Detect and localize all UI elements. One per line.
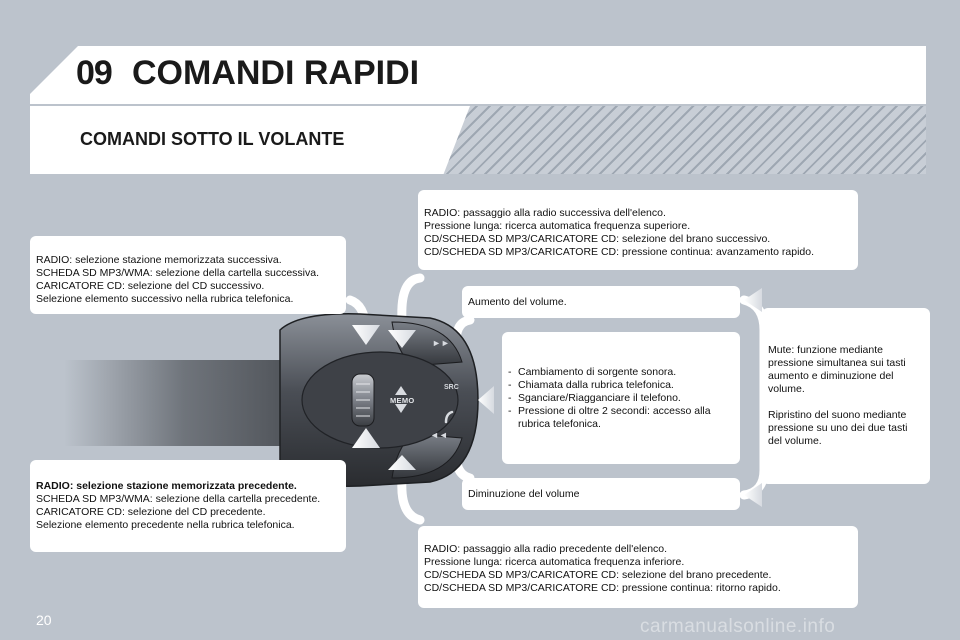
mute-box xyxy=(762,308,930,484)
volume-up-box xyxy=(462,286,740,318)
footer-watermark: carmanualsonline.info xyxy=(640,616,836,637)
text-heading: RADIO: selezione stazione memorizzata precedente. xyxy=(36,480,297,492)
list-item: - Chiamata dalla rubrica telefonica. xyxy=(506,379,734,392)
next-track-icon: ►► xyxy=(432,338,450,348)
next-preset-box xyxy=(30,236,346,314)
list-item: - Cambiamento di sorgente sonora. xyxy=(506,366,734,379)
text-line: Aumento del volume. xyxy=(468,296,567,308)
memo-label: MEMO xyxy=(390,396,415,405)
next-station-box xyxy=(418,190,858,270)
prev-preset-box xyxy=(30,460,346,552)
text-line: Selezione elemento successivo nella rubrica telefonica. xyxy=(36,293,294,305)
src-label: SRC xyxy=(444,384,459,391)
text-line: CD/SCHEDA SD MP3/CARICATORE CD: pressione continua: avanzamento rapido. xyxy=(424,246,815,258)
page-number: 20 xyxy=(36,612,52,628)
text-line: Pressione lunga: ricerca automatica frequenza superiore. xyxy=(424,220,691,232)
text-line: Diminuzione del volume xyxy=(468,488,580,500)
source-phone-box xyxy=(502,332,740,464)
prev-station-box xyxy=(418,526,858,608)
section-title: COMANDI SOTTO IL VOLANTE xyxy=(80,129,345,149)
chapter-number: 09 xyxy=(76,54,112,92)
text-line: Selezione elemento precedente nella rubrica telefonica. xyxy=(36,519,295,531)
text-line: RADIO: selezione stazione memorizzata successiva. xyxy=(36,254,282,266)
text-line: CD/SCHEDA SD MP3/CARICATORE CD: pressione continua: ritorno rapido. xyxy=(424,582,781,594)
list-item: - Pressione di oltre 2 secondi: accesso alla rubrica telefonica. xyxy=(506,405,734,431)
text-line: RADIO: passaggio alla radio precedente dell'elenco. xyxy=(424,543,668,555)
volume-down-box xyxy=(462,478,740,510)
text-line: Ripristino del suono mediante pressione su uno dei due tasti del volume. xyxy=(768,409,908,447)
text-line: Pressione lunga: ricerca automatica frequenza inferiore. xyxy=(424,556,685,568)
prev-track-icon: ◄◄ xyxy=(430,430,448,440)
text-line: SCHEDA SD MP3/WMA: selezione della cartella successiva. xyxy=(36,267,320,279)
text-line: CD/SCHEDA SD MP3/CARICATORE CD: selezione del brano successivo. xyxy=(424,233,771,245)
text-line: RADIO: passaggio alla radio successiva dell'elenco. xyxy=(424,207,666,219)
text-line: SCHEDA SD MP3/WMA: selezione della cartella precedente. xyxy=(36,493,321,505)
text-line: CARICATORE CD: selezione del CD precedente. xyxy=(36,506,266,518)
text-line: CD/SCHEDA SD MP3/CARICATORE CD: selezione del brano precedente. xyxy=(424,569,772,581)
text-line: Mute: funzione mediante pressione simultanea sui tasti aumento e diminuzione del volume. xyxy=(768,344,906,395)
chapter-title: COMANDI RAPIDI xyxy=(132,54,420,92)
list-item: - Sganciare/Riagganciare il telefono. xyxy=(506,392,734,405)
text-line: CARICATORE CD: selezione del CD successivo. xyxy=(36,280,265,292)
